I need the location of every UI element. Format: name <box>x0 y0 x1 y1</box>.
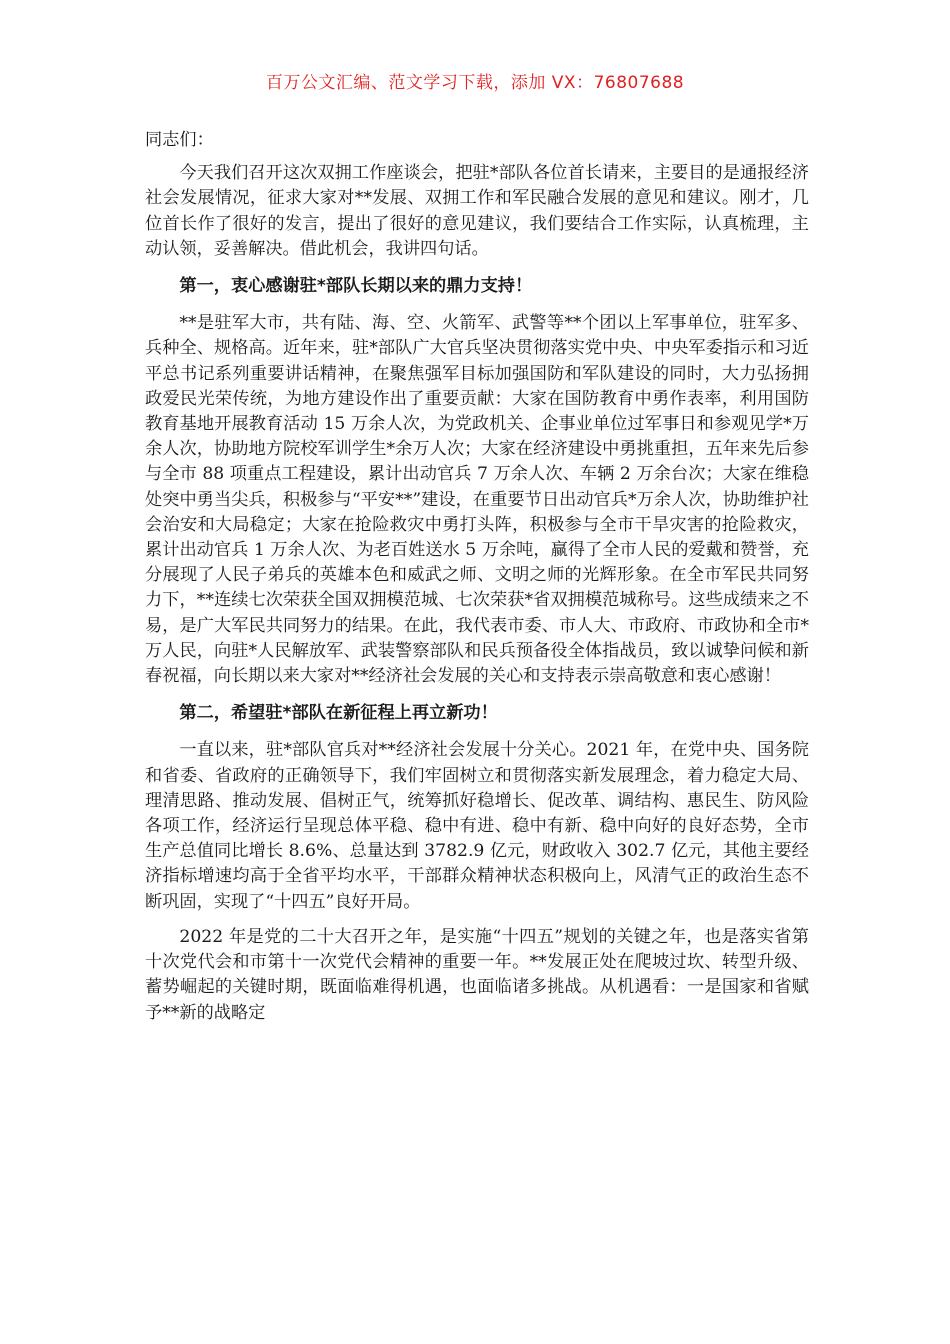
document-body <box>145 128 809 1036</box>
greeting: 同志们： <box>145 130 214 150</box>
paragraph-section-2b: 2022 年是党的二十大召开之年，是实施“十四五”规划的关键之年，也是落实省第十次党代会和市第十一次党代会精神的重要一年。**发展正处在爬坡过坎、转型升级、蓄势崛起的关键时期，既面临难得机遇，也面临诸多挑战。从机遇看：一是国家和省赋予**新的战略定 <box>145 926 809 1023</box>
section-heading-2: 第二，希望驻*部队在新征程上再立新功！ <box>179 703 498 724</box>
header-banner: 百万公文汇编、范文学习下载，添加 VX：76807688 <box>265 73 685 93</box>
section-heading-1: 第一，衷心感谢驻*部队长期以来的鼎力支持！ <box>179 276 533 297</box>
paragraph-section-2a: 一直以来，驻*部队官兵对**经济社会发展十分关心。2021 年，在党中央、国务院和省委、省政府的正确领导下，我们牢固树立和贯彻落实新发展理念，着力稳定大局、理清思路、推动发展、倡树正气，统筹抓好稳增长、促改革、调结构、惠民生、防风险各项工作，经济运行呈现总体平稳、稳中有进、稳中有新、稳中向好的良好态势，全市生产总值同比增长 8.6%、总量达到 3782.9 亿元，财政收入 302.7 亿元，其他主要经济指标增速均高于全省平均水平，干部群众精神状态积极向上，风清气正的政治生态不断巩固，实现了“十四五”良好开局。 <box>145 740 809 912</box>
paragraph-intro: 今天我们召开这次双拥工作座谈会，把驻*部队各位首长请来，主要目的是通报经济社会发展情况，征求大家对**发展、双拥工作和军民融合发展的意见和建议。刚才，几位首长作了很好的发言，提出了很好的意见建议，我们要结合工作实际，认真梳理，主动认领，妥善解决。借此机会，我讲四句话。 <box>145 163 809 259</box>
paragraph-section-1: **是驻军大市，共有陆、海、空、火箭军、武警等**个团以上军事单位，驻军多、兵种全、规格高。近年来，驻*部队广大官兵坚决贯彻落实党中央、中央军委指示和习近平总书记系列重要讲话精神，在聚焦强军目标加强国防和军队建设的同时，大力弘扬拥政爱民光荣传统，为地方建设作出了重要贡献：大家在国防教育中勇作表率，利用国防教育基地开展教育活动 15 万余人次，为党政机关、企事业单位过军事日和参观见学*万余人次，协助地方院校军训学生*余万人次；大家在经济建设中勇挑重担，五年来先后参与全市 88 项重点工程建设，累计出动官兵 7 万余人次、车辆 2 万余台次；大家在维稳处突中勇当尖兵，积极参与“平安**”建设，在重要节日出动官兵*万余人次，协助维护社会治安和大局稳定；大家在抢险救灾中勇打头阵，积极参与全市干旱灾害的抢险救灾，累计出动官兵 1 万余人次、为老百姓送水 5 万余吨，赢得了全市人民的爱戴和赞誉，充分展现了人民子弟兵的英雄本色和威武之师、文明之师的光辉形象。在全市军民共同努力下，**连续七次荣获全国双拥模范城、七次荣获*省双拥模范城称号。这些成绩来之不易，是广大军民共同努力的结果。在此，我代表市委、市人大、市政府、市政协和全市*万人民，向驻*人民解放军、武装警察部队和民兵预备役全体指战员，致以诚挚问候和新春祝福，向长期以来大家对**经济社会发展的关心和支持表示崇高敬意和衷心感谢！ <box>145 313 809 687</box>
